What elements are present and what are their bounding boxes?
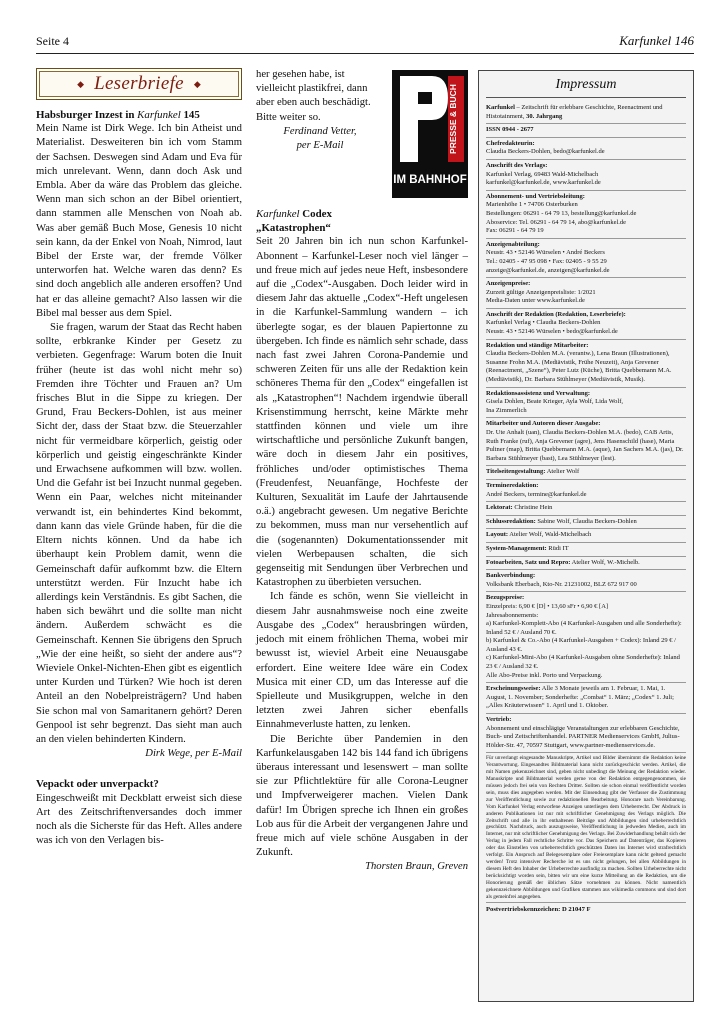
- impressum-block: [486, 160, 686, 191]
- impressum-intro-rest: – Zeitschrift für erlebbare Geschichte, Reenactment und Histotainment,: [486, 104, 663, 120]
- impressum-intro-year: 30. Jahrgang: [526, 112, 563, 120]
- impressum-block: [486, 683, 686, 714]
- impressum-block-inline: Atelier Wolf, Wald-Michelbach: [508, 531, 592, 539]
- impressum-block: [486, 557, 686, 571]
- letter1-heading-prefix: Habsburger Inzest in: [36, 109, 135, 121]
- impressum-block-line: Ina Zimmerlich: [486, 406, 527, 414]
- column-1: [36, 68, 242, 848]
- impressum-block-line: b) Karfunkel & Co.-Abo (4 Karfunkel-Ausgaben + Codex): Inland 29 € / Ausland 43 €.: [486, 637, 676, 653]
- logo-text-vertical: PRESSE & BUCH: [448, 84, 458, 154]
- impressum-block-line: Alle Abo-Preise inkl. Porto und Verpackung.: [486, 671, 603, 679]
- impressum-block: [486, 543, 686, 557]
- letter3-paragraph-1: Seit 20 Jahren bin ich nun schon Karfunkel-Abonnent – Karfunkel-Leser noch viel länger – und freue mich auf jedes neue Heft, insbesondere auf die „Codex“-Ausgaben. Doch leider wird in diesem Jahr das aktuelle „Codex“-Heft ungelesen in die Karfunkel-Sammlung wandern – ich überlegte sogar, es der blauen Papiertonne zu übergeben. Ich finde es nämlich sehr schade, dass nach fast zwei Jahren Corona-Pandemie und schweren Zeiten für uns alle der Redaktion kein schöneres Thema für den „Codex“ eingefallen ist als „Katastrophen“! Nachdem irgendwie überall Krisenstimmung herrscht, keine Märkte mehr stattfinden können und viele um ihre wirtschaftliche und persönliche Zukunft bangen, wäre doch in diesem Jahr ein positives, fröhliches und/oder optimistisches Thema (Freudenfest, Neuanfänge, Hochfeste der Kulturen, Sexualität im Laufe der Jahrtausende o.ä.) angebracht gewesen. Um negative Berichte zu bekommen, muss man nur versehentlich auf die (sogenannten) Dokumentationssender mit vielen Werbepausen schalten, die sich gegenseitig mit Sendungen über Verbrechen und Katastrophen zu überbieten versuchen.: [256, 236, 468, 589]
- letter2-continuation: [256, 68, 468, 198]
- impressum-block-line: Media-Daten unter www.karfunkel.de: [486, 297, 585, 305]
- impressum-block-label: Schlussredaktion:: [486, 517, 536, 525]
- column-2: [256, 68, 468, 875]
- impressum-block-label: Vertrieb:: [486, 716, 512, 724]
- logo-text-bottom: IM BAHNHOF: [393, 174, 467, 186]
- section-title: Leserbriefe: [94, 73, 184, 94]
- letter3-heading-mag: Karfunkel: [256, 208, 300, 220]
- impressum-block-line: Volksbank Eberbach, Kto-Nr. 21231002, BLZ 672 917 00: [486, 580, 637, 588]
- letter2-signature-line-2: per E-Mail: [296, 140, 344, 152]
- impressum-block: [486, 138, 686, 160]
- letter2-paragraph-part-2: her gesehen habe, ist vielleicht plastikfrei, dann aber eben auch beschädigt. Bitte weiter so.: [256, 69, 371, 123]
- impressum-block-line: Neustr. 43 • 52146 Würselen • André Beckers: [486, 249, 605, 257]
- impressum-block: [486, 418, 686, 466]
- impressum-block-line: Jahresabonnements:: [486, 611, 539, 619]
- letter3-heading-rest: Codex: [302, 208, 332, 220]
- letter1-signature: Dirk Wege, per E-Mail: [145, 748, 242, 760]
- impressum-block-inline: Alle 3 Monate jeweils am 1. Februar, 1. Mai, 1. August, 1. November; Sonderhefte: „Combat“ 1. März; „Codex“ 1. Juli; „Alles Kräuterwissen“ 1. April und 1. Oktober.: [486, 685, 674, 710]
- impressum-block-line: karfunkel@karfunkel.de, www.karfunkel.de: [486, 179, 601, 187]
- impressum-block-label: Anzeigenabteilung:: [486, 240, 540, 248]
- impressum-block-inline: Christine Hein: [512, 504, 553, 512]
- impressum-box: [478, 70, 694, 1002]
- impressum-block-label: Anschrift des Verlags:: [486, 161, 548, 169]
- impressum-block-inline: Atelier Wolf: [545, 468, 580, 476]
- impressum-block-line: Karfunkel Verlag • Claudia Beckers-Dohlen: [486, 319, 601, 327]
- impressum-block-label: Titelseitengestaltung:: [486, 468, 546, 476]
- letter1-heading-mag: Karfunkel: [137, 109, 181, 121]
- impressum-block-line: Claudia Beckers-Dohlen, bedo@karfunkel.de: [486, 148, 605, 156]
- impressum-block-line: André Beckers, termine@karfunkel.de: [486, 490, 587, 498]
- letter1-paragraph-1: Mein Name ist Dirk Wege. Ich bin Atheist und Materialist. Desweiteren bin ich vom Stamm der Sachsen. Deswegen sind Adam und Eva für mich unrelevant. Wenn, dann doch Ask und Embla. Aber da wäre das Problem das gleiche. Wenn man sich schon an der Bibel orientiert, dann stammen alle Menschen von Noah ab. Was aber gemäß Buch Mose, Genesis 10 nicht sein kann, da der Enkel von Noah, Nimrod, laut Bibel der Erste war, der fremde Völker unterworfen hat. Welche waren das denn? Es sind doch angeblich alle anderen ersoffen? Und hat er das alleine gemacht? Also lassen wir die Bibel mal besser aus dem Spiel.: [36, 123, 242, 319]
- impressum-block-label: System-Management:: [486, 544, 547, 552]
- impressum-block: [486, 278, 686, 309]
- impressum-intro: [486, 102, 686, 124]
- impressum-block-label: Redaktionsassistenz und Verwaltung:: [486, 389, 591, 397]
- letter3-signature: Thorsten Braun, Greven: [365, 861, 468, 873]
- impressum-block-label: Layout:: [486, 531, 509, 539]
- impressum-block: [486, 570, 686, 592]
- section-banner: [36, 68, 242, 100]
- impressum-block-line: Abonnement und einschlägige Veranstaltungen zur erlebbaren Geschichte, Buch- und Zeitschriftenhandel. PARTNER Medienservices GmbH, Julius-Hölder-Str. 47, 70597 Stuttgart, www.partner-medienservices.de.: [486, 724, 680, 749]
- letter3-paragraph-3: Die Berichte über Pandemien in den Karfunkelausgaben 142 bis 144 fand ich übrigens überaus interessant und lesenswert – man sollte sie zur Pflichtlektüre für alle Corona-Leugner und Impfverweigerer machen. Vielen Dank dafür! Im Übrigen spreche ich Ihnen ein großes Lob aus für die Arbeit der vergangenen Jahre und freue mich auf viele schöne Ausgaben in der Zukunft.: [256, 733, 468, 859]
- impressum-block: [486, 502, 686, 516]
- impressum-block-label: Bezugspreise:: [486, 594, 525, 602]
- impressum-block-line: Karfunkel Verlag, 69483 Wald-Michelbach: [486, 170, 599, 178]
- impressum-block-line: Bestellungen: 06291 - 64 79 13, bestellung@karfunkel.de: [486, 209, 637, 217]
- impressum-block: [486, 191, 686, 239]
- magazine-name-header: Karfunkel 146: [619, 33, 694, 48]
- impressum-block-label: Anzeigenpreise:: [486, 280, 531, 288]
- letter1-heading-num: 145: [183, 109, 200, 121]
- impressum-block: [486, 480, 686, 502]
- impressum-block: [486, 592, 686, 683]
- letter1-paragraph-2: Sie fragen, warum der Staat das Recht haben sollte, erbkranke Kinder per Gesetz zu verbieten. Gegenfrage: Warum boten die Inuit früher (heute ist das wohl nicht mehr so) Fremden ihre Töchter und Frauen an? Um frisches Blut in die Sippe zu kriegen. Der Grund, Frau Beckers-Dohlen, ist aus meiner Sicht der, dass der Staat bzw. die Steuerzahler nicht für vermeidbare körperlich, geistig oder körperlich und geistig eingeschränkte Kinder und Erwachsene aufkommen will bzw. wollen. Und die Gefahr ist bei Inzucht nunmal gegeben. Wenn ein Paar, welches nicht miteinander verwandt ist, ein behindertes Kind bekommt, dann kann das viele Gründe haben, für die die Eltern nichts können. Und da habe ich überhaupt kein Problem damit, wenn die Gemeinschaft dafür aufkommt bzw. die Eltern unterstützt werden. Für Inzucht habe ich allerdings kein Verständnis. Es gibt Sachen, die haben sich bewährt und die sollte man nicht ändern. Außerdem schwächt es die Gemeinschaft. Kennen Sie übrigens den Spruch „Wie der eine heißt, so sieht der andere aus“? Wieviele Onkel-Nichten-Ehen gibt es eigentlich unter Kurden und Türken? Wie hoch ist deren Anteil an den Nobelpreisträgern? Und haben Sie schon mal von Samaritanern gehört? Deren Genpool ist sehr begrenzt. Das sieht man auch an den vielen behinderten Kindern.: [36, 322, 242, 745]
- impressum-block-label: Fotoarbeiten, Satz und Repro:: [486, 558, 571, 566]
- p-letter-logo-icon: [392, 70, 468, 198]
- impressum-block-line: Fax: 06291 - 64 79 19: [486, 227, 544, 235]
- impressum-block-line: Claudia Beckers-Dohlen M.A. (verantw.), Lena Braun (Illustrationen), Susanne Frohn M.A. (Mediävistik, Frühe Neuzeit), Anja Grevener (Reenactment, „Szene“), Peter Lutz (Küche), Britta Quebbemann M.A. (Mediävistik), Dr. Barbara Stühlmeyer (Mediävistik, Musik).: [486, 350, 672, 384]
- impressum-title-rule: [486, 97, 686, 98]
- diamond-right-icon: ◆: [193, 78, 201, 89]
- impressum-block-line: c) Karfunkel-Mini-Abo (4 Karfunkel-Ausgaben ohne Sonderhefte): Inland 23 € / Ausland 32 €.: [486, 654, 680, 671]
- letter2-signature-line-1: Ferdinand Vetter,: [283, 125, 357, 137]
- impressum-block-line: Neustr. 43 • 52146 Würselen • bedo@karfunkel.de: [486, 328, 618, 336]
- letter3-heading-2: „Katastrophen“: [256, 222, 331, 235]
- impressum-block-line: Zurzeit gültige Anzeigenpreisliste: 1/2021: [486, 288, 596, 296]
- impressum-title: Impressum: [555, 77, 617, 92]
- impressum-block: [486, 239, 686, 278]
- impressum-block-line: anzeige@karfunkel.de, anzeigen@karfunkel.de: [486, 266, 610, 274]
- impressum-block: [486, 388, 686, 419]
- impressum-legal: Für unverlangt eingesandte Manuskripte, Artikel und Bilder übernimmt die Redaktion keine Verantwortung. Eingesandtes Bildmaterial kann nicht zurückgeschickt werden. Artikel, die mit Namen gekennzeichnet sind, geben nicht unbedingt die Meinung der Redaktion wieder. Manuskripte und Bildmaterial werden gerne von der Redaktion entgegengenommen, sie müssen jedoch frei sein von Rechten Dritter. Sollten sie schon einmal veröffentlicht worden sein, muss dies angegeben werden. Mit der Einsendung gibt der Verfasser die Zustimmung zur Veröffentlichung sowie zur redaktionellen Bearbeitung. Honorare nach Vereinbarung. Vom Karfunkel Verlag entworfene Anzeigen unterliegen dem Urheberrecht. Der Abdruck in anderen Publikationen ist nur mit schriftlicher Genehmigung des Verlags möglich. Die Zeitschrift und alle in ihr enthaltenen Beiträge und Abbildungen sind urheberrechtlich geschützt. Nachdruck, auch auszugsweise, Veröffentlichung in jedweden Medien, auch im Internet, nur mit schriftlicher Genehmigung des Verlags. Bei Zuwiderhandlung behält sich der Verlag in jedem Fall rechtliche Schritte vor. Das Speichern auf Datenträger, das Kopieren oder das Einstellen von urheberrechtlich geschützten Daten ins Internet wird strafrechtlich verfolgt. Ein Anspruch auf Belegexemplare oder Freiexemplare kann nicht geltend gemacht werden! Trotz intensiver Recherche ist es uns nicht gelungen, bei allen Abbildungen in diesem Heft den Inhaber der Urheberrechte ausfindig zu machen. Sollten Urheberrechte nicht berücksichtigt worden sein, bitten wir um eine kurze Mitteilung an die Redaktion, um die Honorierung gemäß der üblichen Sätze vornehmen zu können. Nicht namentlich gekennzeichnete Abbildungen und Grafiken stammen aus wikimedia commons und sind dort als gemeinfrei angegeben.: [486, 753, 686, 903]
- impressum-block-line: Gisela Dohlen, Beate Krieger, Ayla Wolf, Lida Wolf,: [486, 398, 624, 406]
- impressum-block-line: a) Karfunkel-Komplett-Abo (4 Karfunkel-Ausgaben und alle Sonderhefte): Inland 52 € / Ausland 70 €.: [486, 620, 682, 636]
- impressum-block-inline: Sabine Wolf, Claudia Beckers-Dohlen: [535, 517, 637, 525]
- impressum-issn: ISSN 0944 - 2677: [486, 124, 686, 138]
- impressum-block-line: Marienhöhe 1 • 74706 Osterburken: [486, 201, 578, 209]
- presse-buch-logo: [392, 70, 468, 198]
- impressum-block-line: Aboservice: Tel. 06291 - 64 79 14, abo@karfunkel.de: [486, 218, 627, 226]
- impressum-block-label: Anschrift der Redaktion (Redaktion, Leserbriefe):: [486, 310, 626, 318]
- impressum-block-label: Redaktion und ständige Mitarbeiter:: [486, 341, 589, 349]
- impressum-block-inline: Rüdi IT: [546, 544, 569, 552]
- impressum-block-inline: Atelier Wolf, W.-Michelb.: [570, 558, 640, 566]
- letter3-heading: [256, 207, 468, 221]
- letter3-paragraph-2: Ich fände es schön, wenn Sie vielleicht in diesem Jahr ausnahmsweise noch eine zweite Ausgabe des „Codex“ herausbringen würden, jedoch mit einem fröhlichen Thema, wobei mir bewusst ist, wieviel Arbeit eine Neuausgabe erfordert. Eine weitere Idee wäre ein Codex Musica mit einer CD, um das Interesse auf die Spielleute und Musikgruppen, welche in den letzten zwei Jahren sicher ebenfalls Einnahmeverluste hatten, zu lenken.: [256, 591, 468, 731]
- letter2-heading: Vepackt oder unverpackt?: [36, 778, 159, 791]
- impressum-postal: Postvertriebskennzeichen: D 21047 F: [486, 906, 591, 914]
- impressum-block-label: Erscheinungsweise:: [486, 685, 541, 693]
- impressum-block-label: Lektorat:: [486, 504, 513, 512]
- impressum-block-line: Dr. Ute Anhalt (uan), Claudia Beckers-Dohlen M.A. (bedo), CAB Artis, Ruth Franke (ruf), Anja Grevener (agre), Jens Hasenschild (hase), Maria Pultner (map), Britta Quebbemann M.A. (aque), Jan Sachers M.A. (jas), Dr. Barbara Stühlmeyer (bast), Lea Stühlmeyer (lest).: [486, 429, 684, 462]
- impressum-block: [486, 516, 686, 530]
- header-rule: [36, 53, 694, 54]
- impressum-blocks: [486, 138, 686, 754]
- impressum-block: [486, 529, 686, 543]
- letter2-paragraph-part-1: Eingeschweißt mit Deckblatt erweist sich diese Art des Zeitschriftenversandes doch immer noch als die Sicherste für das Heft. Alles andere was ich von den Verlagen bis-: [36, 792, 242, 847]
- impressum-block-label: Bankverbindung:: [486, 572, 536, 580]
- impressum-block-label: Termineredaktion:: [486, 481, 539, 489]
- page-number: Seite 4: [36, 34, 69, 48]
- impressum-block: [486, 340, 686, 388]
- impressum-block-label: Abonnement- und Vertriebsleitung:: [486, 192, 585, 200]
- impressum-block-line: Einzelpreis: 6,90 € [D] • 13,60 sFr • 6,90 € [A]: [486, 602, 609, 610]
- impressum-block: [486, 309, 686, 340]
- impressum-block-label: Chefredakteurin:: [486, 139, 535, 147]
- impressum-intro-bold: Karfunkel: [486, 104, 515, 111]
- impressum-block-label: Mitarbeiter und Autoren dieser Ausgabe:: [486, 420, 601, 428]
- impressum-block: [486, 466, 686, 480]
- letter1-heading: [36, 108, 242, 122]
- impressum-block: [486, 714, 686, 753]
- diamond-left-icon: ◆: [77, 78, 85, 89]
- impressum-block-line: Tel.: 02405 - 47 95 098 • Fax: 02405 - 9 55 29: [486, 257, 607, 265]
